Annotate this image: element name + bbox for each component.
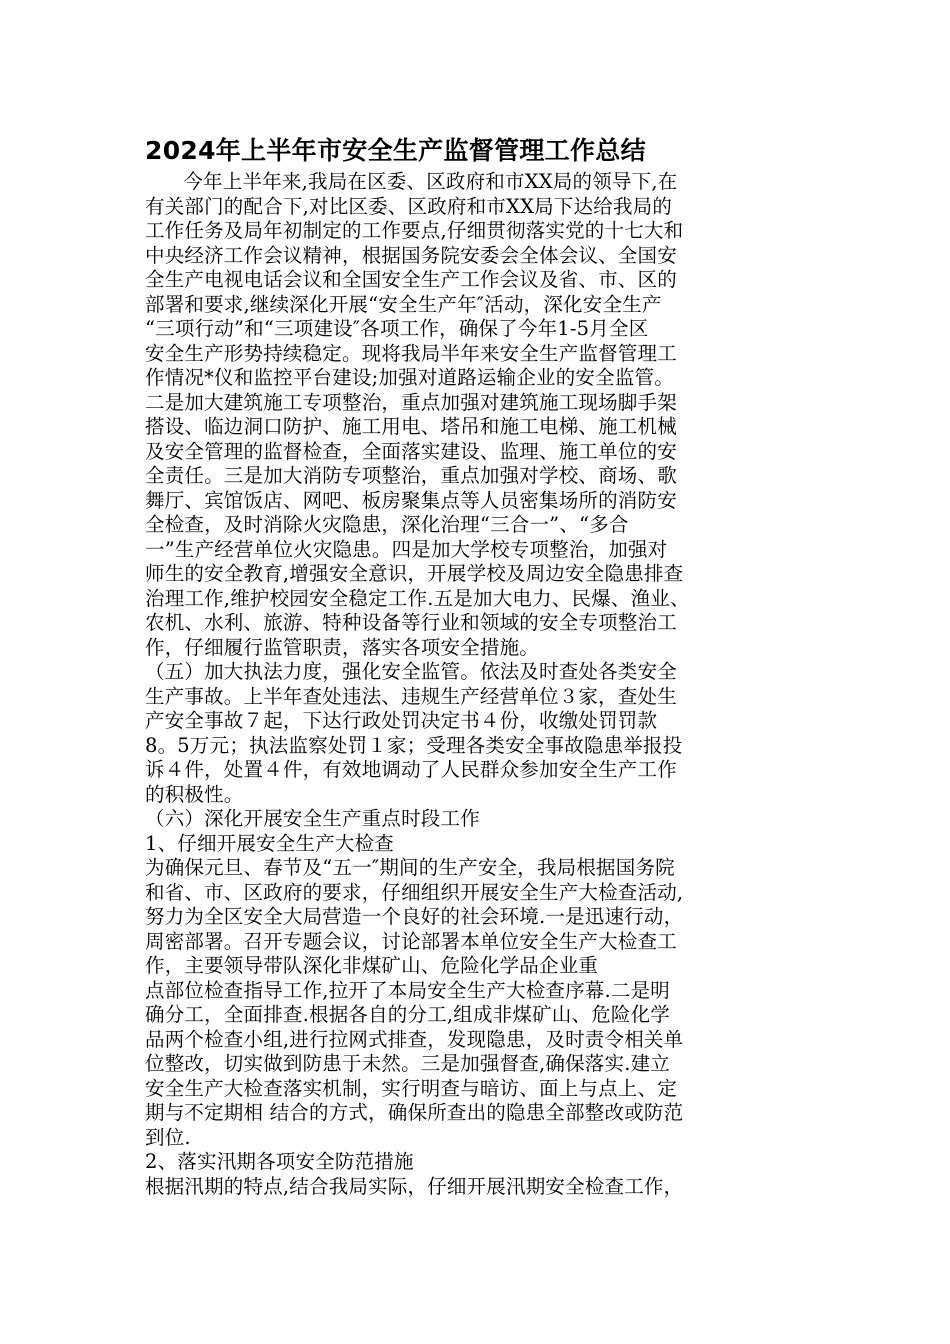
text-line: 1、仔细开展安全生产大检查	[145, 831, 395, 855]
text-line: 8。5万元；执法监察处罚１家；受理各类安全事故隐患举报投	[145, 733, 683, 757]
text-line: 2、落实汛期各项安全防范措施	[145, 1150, 414, 1173]
text-line: 根据汛期的特点,结合我局实际，仔细开展汛期安全检查工作，	[145, 1174, 684, 1198]
text-line: （六）深化开展安全生产重点时段工作	[145, 807, 480, 830]
text-line: 中央经济工作会议精神，根据国务院安委会全体会议、全国安	[145, 243, 677, 267]
text-line: 搭设、临边洞口防护、施工用电、塔吊和施工电梯、施工机械	[145, 415, 677, 438]
text-line: “三项行动”和“三项建设″各项工作，确保了今年1-5月全区	[145, 317, 649, 340]
text-line: 点部位检查指导工作,拉开了本局安全生产大检查序幕.二是明	[145, 978, 670, 1002]
text-line: 的积极性。	[145, 782, 244, 806]
text-line: 为确保元旦、春节及“五一″期间的生产安全，我局根据国务院	[145, 856, 675, 879]
text-line: 工作任务及局年初制定的工作要点,仔细贯彻落实党的十七大和	[145, 219, 684, 242]
text-line: 生产事故。上半年查处违法、违规生产经营单位３家，查处生	[145, 684, 677, 708]
text-line: 师生的安全教育,增强安全意识，开展学校及周边安全隐患排查	[145, 562, 684, 585]
text-line: 作，主要领导带队深化非煤矿山、危险化学品企业重	[145, 954, 599, 977]
text-line: 安全生产形势持续稳定。现将我局半年来安全生产监督管理工	[145, 341, 677, 365]
text-line: （五）加大执法力度，强化安全监管。依法及时查处各类安全	[145, 660, 677, 683]
text-line: 和省、市、区政府的要求，仔细组织开展安全生产大检查活动,	[145, 880, 684, 904]
text-line: 品两个检查小组,进行拉网式排查，发现隐患，及时责令相关单	[145, 1027, 684, 1051]
text-line: 有关部门的配合下,对比区委、区政府和市XX局下达给我局的	[145, 194, 673, 218]
text-line: 努力为全区安全大局营造一个良好的社会环境.一是迅速行动，	[145, 905, 684, 928]
text-line: 到位.	[145, 1125, 191, 1149]
text-line: 及安全管理的监督检查，全面落实建设、监理、施工单位的安	[145, 439, 677, 463]
text-line: 治理工作,维护校园安全稳定工作.五是加大电力、民爆、渔业、	[145, 586, 690, 610]
text-line: 期与不定期相 结合的方式，确保所查出的隐患全部整改或防范	[145, 1101, 684, 1124]
text-line: 全责任。三是加大消防专项整治，重点加强对学校、商场、歌	[145, 464, 677, 487]
text-line: 二是加大建筑施工专项整治，重点加强对建筑施工现场脚手架	[145, 390, 677, 414]
document-body	[145, 170, 805, 1199]
text-line: 确分工，全面排查.根据各自的分工,组成非煤矿山、危险化学	[145, 1003, 670, 1026]
text-line: 周密部署。召开专题会议，讨论部署本单位安全生产大检查工	[145, 929, 677, 953]
text-line: 全生产电视电话会议和全国安全生产工作会议及省、市、区的	[145, 268, 677, 291]
document-page	[145, 134, 805, 1199]
text-line: 一”生产经营单位火灾隐患。四是加大学校专项整治，加强对	[145, 537, 668, 561]
document-title: 2024年上半年市安全生产监督管理工作总结	[145, 136, 646, 165]
text-line: 诉４件，处置４件，有效地调动了人民群众参加安全生产工作	[145, 758, 677, 781]
text-line: 作，仔细履行监管职责，落实各项安全措施。	[145, 635, 540, 659]
text-line: 全检查，及时消除火灾隐患，深化治理“三合一”、“多合	[145, 513, 629, 536]
text-line: 今年上半年来,我局在区委、区政府和市XX局的领导下,在	[145, 170, 678, 193]
text-line: 部署和要求,继续深化开展“安全生产年″活动，深化安全生产	[145, 292, 662, 316]
text-line: 舞厅、宾馆饭店、网吧、板房聚集点等人员密集场所的消防安	[145, 488, 677, 512]
text-line: 农机、水利、旅游、特种设备等行业和领域的安全专项整治工	[145, 611, 677, 634]
text-line: 作情况*仪和监控平台建设;加强对道路运输企业的安全监管。	[145, 366, 674, 389]
text-line: 安全生产大检查落实机制，实行明查与暗访、面上与点上、定	[145, 1076, 677, 1100]
text-line: 产安全事故７起，下达行政处罚决定书４份，收缴处罚罚款	[145, 709, 658, 732]
text-line: 位整改，切实做到防患于未然。三是加强督查,确保落实.建立	[145, 1052, 670, 1075]
